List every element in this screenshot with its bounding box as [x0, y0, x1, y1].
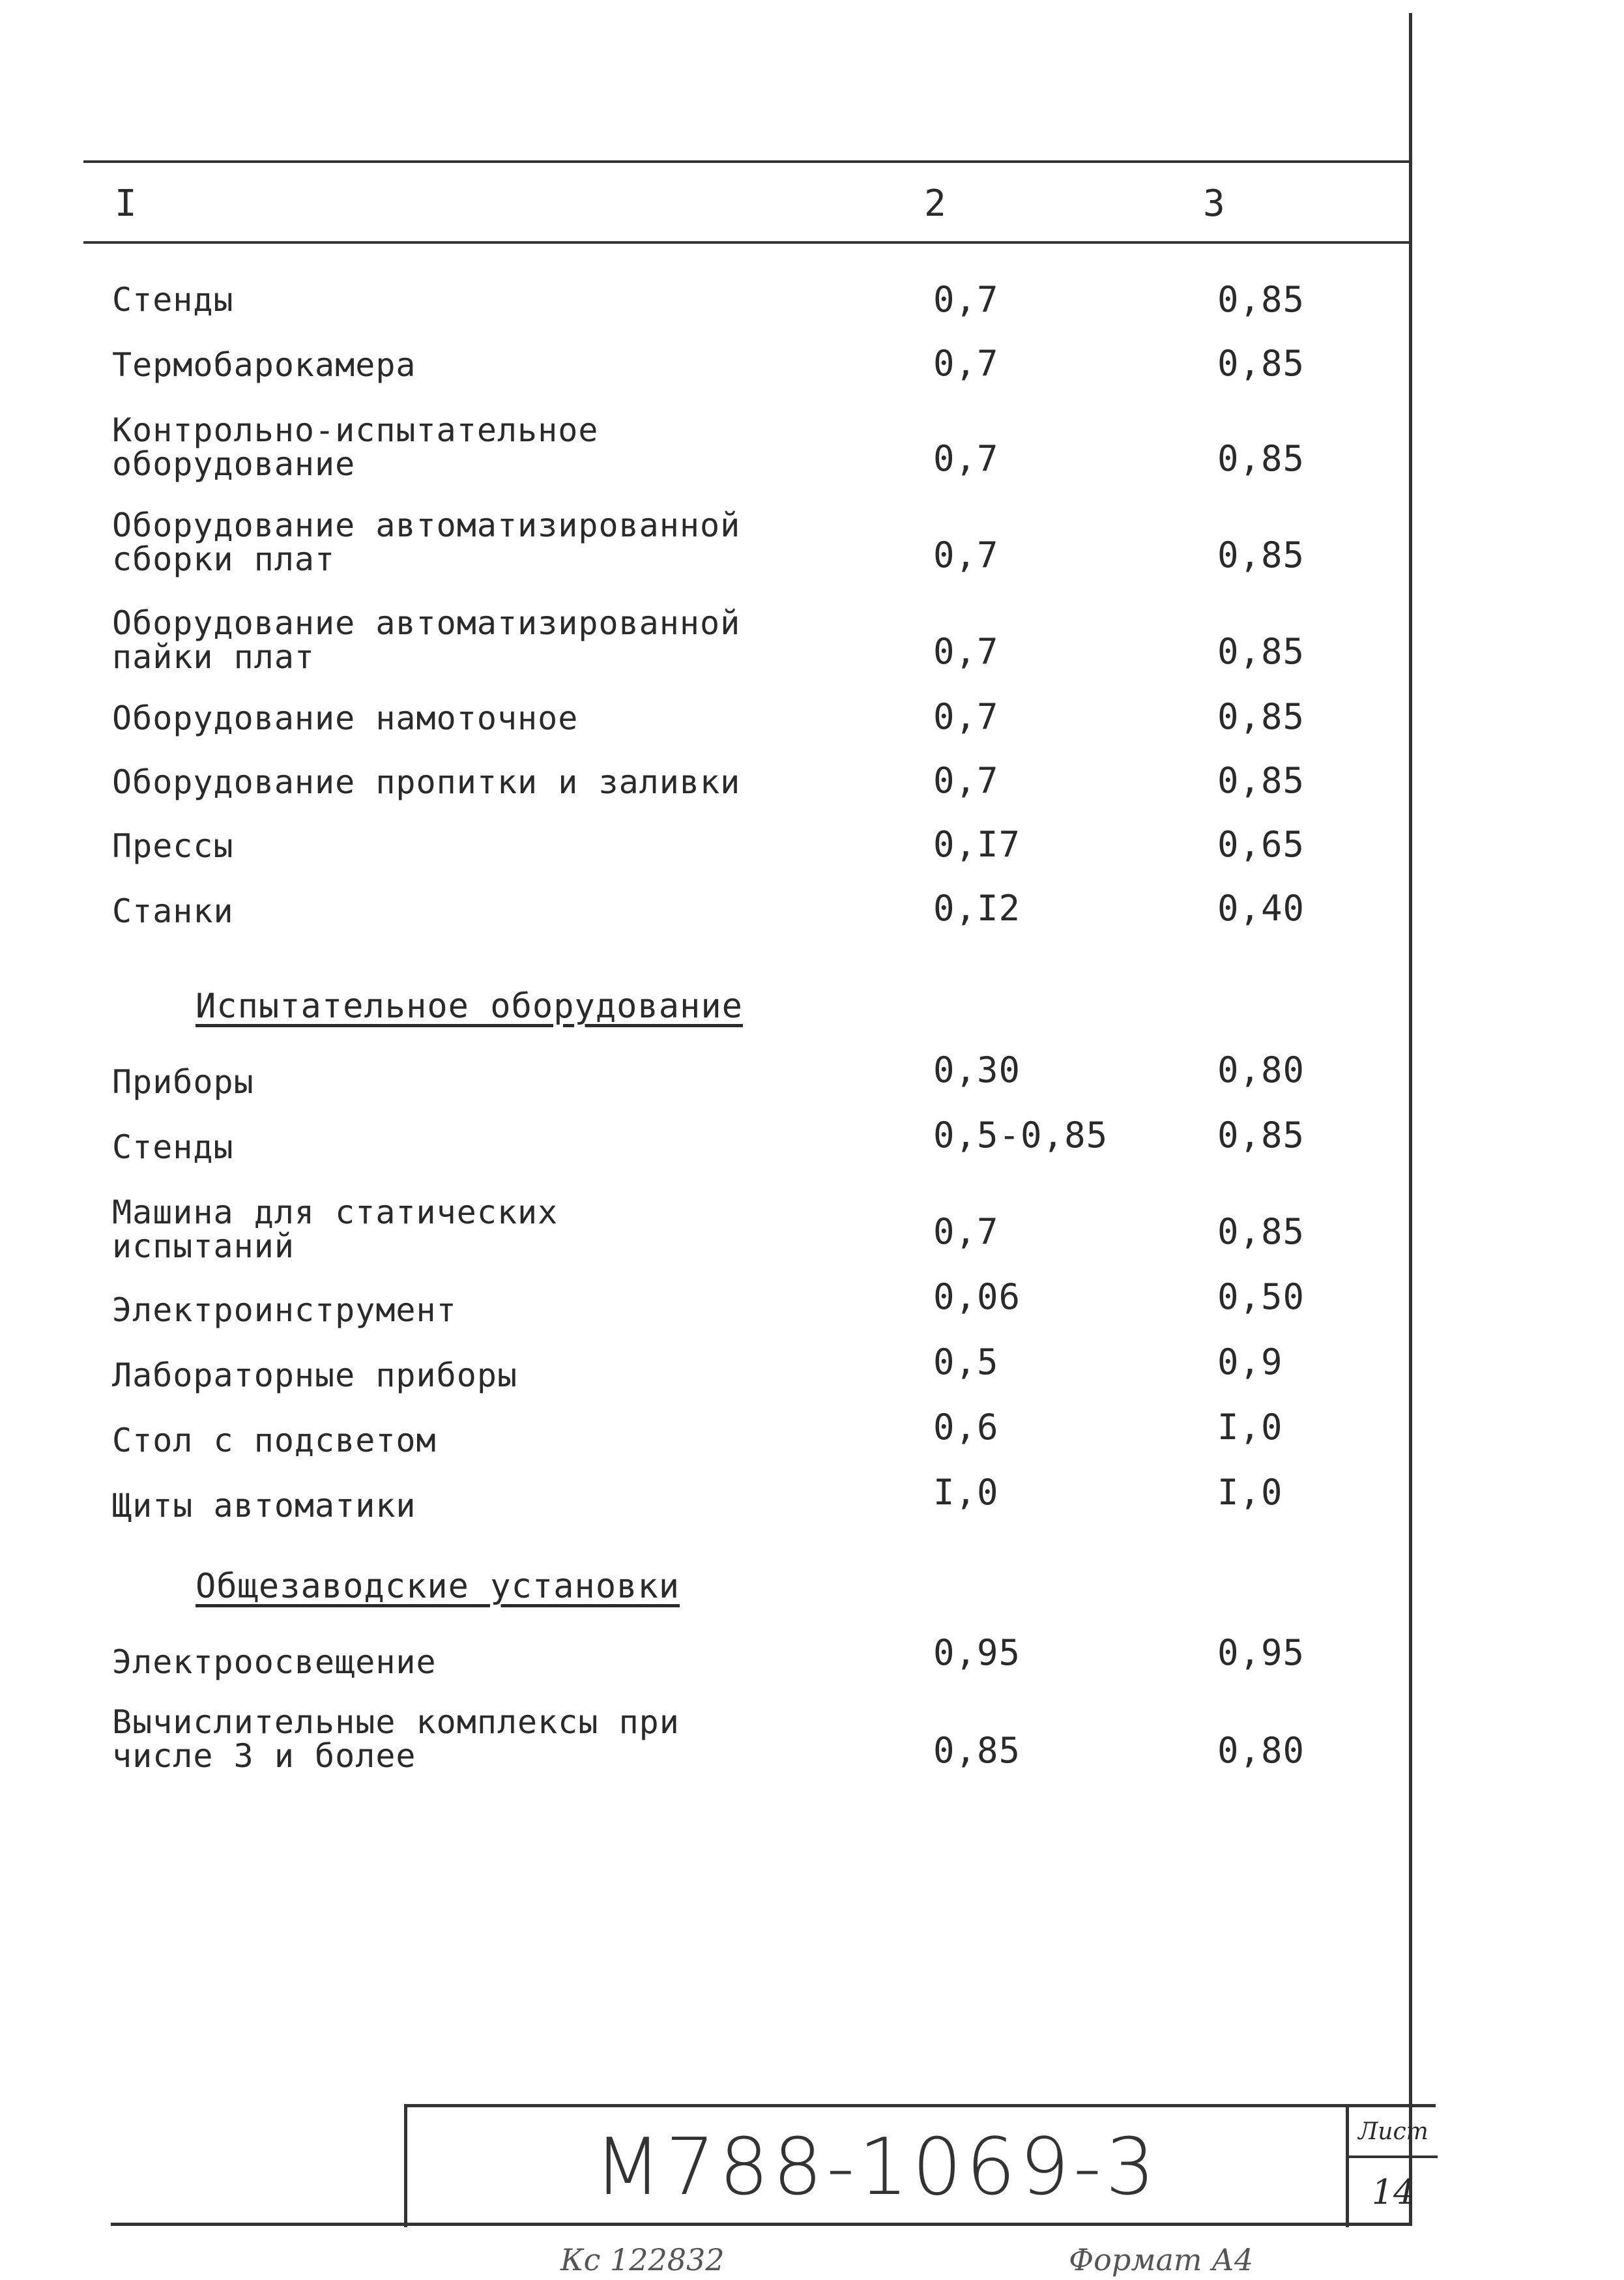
row-value-col2: 0,7 — [933, 1211, 999, 1252]
row-value-col2: 0,7 — [933, 438, 999, 479]
row-value-col2: 0,5 — [933, 1341, 999, 1382]
row-value-col3: 0,85 — [1217, 279, 1305, 320]
row-value-col2: 0,7 — [933, 279, 999, 320]
row-value-col3: I,0 — [1217, 1407, 1283, 1448]
footer-format: Формат А4 — [1069, 2242, 1254, 2277]
row-value-col3: 0,50 — [1217, 1276, 1305, 1317]
row-value-col3: 0,9 — [1217, 1341, 1283, 1382]
row-name: Электроинструмент — [112, 1291, 457, 1329]
row-name: Щиты автоматики — [112, 1487, 416, 1525]
document-code: М788-1069-3 — [594, 2122, 1159, 2213]
header-col-1: I — [115, 183, 137, 225]
footer-copy-number: Кс 122832 — [560, 2242, 725, 2277]
row-value-col2: 0,7 — [933, 631, 999, 672]
stamp-bottom-rule — [111, 2223, 1412, 2226]
section-title-testing-equipment: Испытательное оборудование — [196, 987, 743, 1026]
row-value-col3: 0,85 — [1217, 631, 1305, 672]
row-value-col2: 0,95 — [933, 1632, 1021, 1673]
row-name: Оборудование намоточное — [112, 699, 579, 737]
row-name: Вычислительные комплексы при числе 3 и более — [112, 1703, 680, 1775]
row-value-col2: 0,I2 — [933, 888, 1021, 929]
row-value-col3: 0,85 — [1217, 1115, 1305, 1156]
row-value-col3: 0,95 — [1217, 1632, 1305, 1673]
row-value-col3: 0,65 — [1217, 824, 1305, 865]
row-value-col2: I,0 — [933, 1472, 999, 1513]
row-name: Оборудование автоматизированной пайки плат — [112, 604, 741, 676]
row-name: Контрольно-испытательное оборудование — [112, 411, 599, 483]
row-name: Оборудование автоматизированной сборки плат — [112, 506, 741, 578]
row-value-col3: I,0 — [1217, 1472, 1283, 1513]
row-name: Стол с подсветом — [112, 1422, 437, 1459]
row-value-col3: 0,85 — [1217, 534, 1305, 576]
row-name: Машина для статических испытаний — [112, 1193, 558, 1265]
sheet-box — [1346, 2107, 1438, 2227]
frame-right-line — [1409, 13, 1412, 2224]
sheet-number: 14 — [1371, 2173, 1415, 2212]
row-value-col2: 0,30 — [933, 1049, 1021, 1090]
row-value-col2: 0,5-0,85 — [933, 1115, 1109, 1156]
row-value-col2: 0,85 — [933, 1730, 1021, 1771]
row-name: Лабораторные приборы — [112, 1356, 518, 1394]
row-name: Термобарокамера — [112, 346, 416, 384]
row-value-col2: 0,7 — [933, 760, 999, 801]
header-bottom-rule — [83, 241, 1409, 244]
row-value-col2: 0,6 — [933, 1407, 999, 1448]
row-value-col2: 0,7 — [933, 534, 999, 576]
row-value-col2: 0,I7 — [933, 824, 1021, 865]
table-top-rule — [83, 160, 1409, 163]
header-col-3: 3 — [1203, 183, 1225, 225]
section-title-plant-installations: Общезаводские установки — [196, 1567, 680, 1606]
row-value-col2: 0,06 — [933, 1276, 1021, 1317]
row-name: Электроосвещение — [112, 1643, 437, 1681]
row-value-col2: 0,7 — [933, 343, 999, 384]
row-name: Оборудование пропитки и заливки — [112, 763, 741, 801]
row-name: Приборы — [112, 1063, 254, 1101]
row-value-col3: 0,85 — [1217, 696, 1305, 737]
row-value-col2: 0,7 — [933, 696, 999, 737]
row-name: Прессы — [112, 827, 234, 865]
row-name: Стенды — [112, 281, 234, 319]
row-value-col3: 0,85 — [1217, 760, 1305, 801]
title-block-stamp — [404, 2104, 1436, 2227]
sheet-label: Лист — [1349, 2107, 1438, 2158]
header-col-2: 2 — [924, 183, 946, 225]
row-value-col3: 0,85 — [1217, 343, 1305, 384]
row-name: Станки — [112, 892, 234, 930]
row-value-col3: 0,85 — [1217, 438, 1305, 479]
row-value-col3: 0,40 — [1217, 888, 1305, 929]
row-value-col3: 0,80 — [1217, 1049, 1305, 1090]
row-value-col3: 0,85 — [1217, 1211, 1305, 1252]
row-name: Стенды — [112, 1128, 234, 1166]
row-value-col3: 0,80 — [1217, 1730, 1305, 1771]
